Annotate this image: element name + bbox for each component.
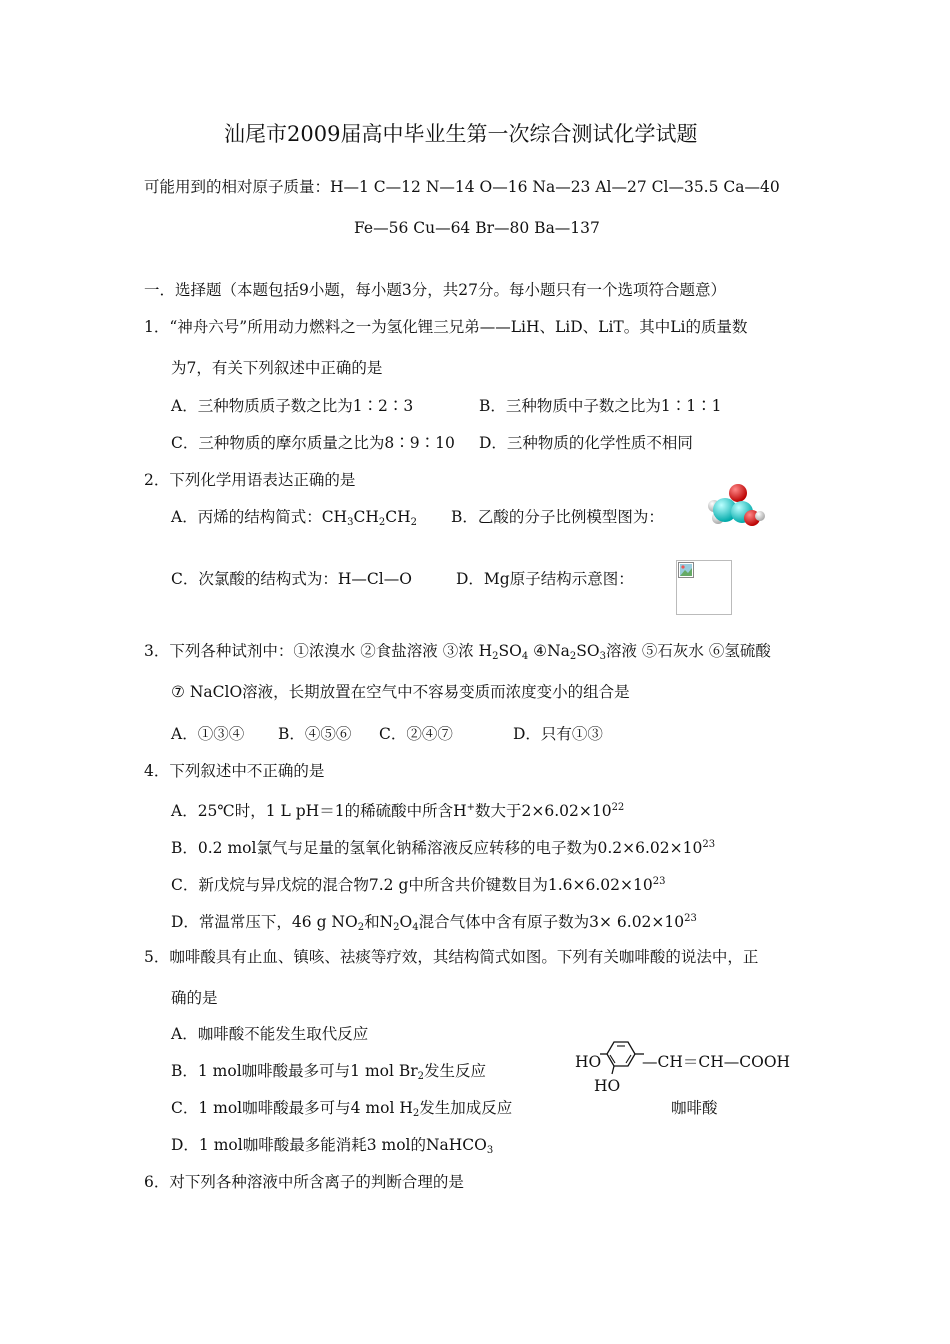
- q5-stem-line1: 5．咖啡酸具有止血、镇咳、祛痰等疗效，其结构简式如图。下列有关咖啡酸的说法中，正: [144, 948, 759, 966]
- q2-a-sub1: 3: [347, 517, 354, 528]
- section-heading: 一．选择题（本题包括9小题，每小题3分，共27分。每小题只有一个选项符合题意）: [144, 281, 726, 299]
- q4-d-sub3: 4: [412, 922, 419, 933]
- q3-stem-line1: [144, 641, 771, 667]
- q5-c-post: 发生加成反应: [419, 1099, 513, 1117]
- acetic-acid-model-image: [704, 482, 768, 532]
- q4-a-mid: 数大于2×6.02×10: [474, 802, 612, 820]
- q4-b-text: B．0.2 mol氯气与足量的氢氧化钠稀溶液反应转移的电子数为0.2×6.02×10: [171, 839, 703, 857]
- q5-option-c: [171, 1098, 512, 1124]
- q3-option-c: C．②④⑦: [379, 725, 453, 743]
- q3-text-1: 3．下列各种试剂中：①浓溴水 ②食盐溶液 ③浓 H: [144, 642, 493, 660]
- q5-c-sub: 2: [412, 1108, 420, 1119]
- q2-option-b: B．乙酸的分子比例模型图为：: [451, 508, 664, 526]
- q4-d-sup: 23: [684, 913, 697, 924]
- atomic-masses-line2: Fe—56 Cu—64 Br—80 Ba—137: [354, 219, 600, 237]
- q3-text-3: ④Na: [528, 642, 570, 660]
- caffeic-acid-label: 咖啡酸: [671, 1099, 718, 1117]
- mg-atom-diagram-placeholder: [676, 560, 732, 615]
- q2-a-mid1: CH: [353, 508, 379, 526]
- q2-option-c: C．次氯酸的结构式为：H—Cl—O: [171, 570, 412, 588]
- q5-b-post: 发生反应: [424, 1062, 487, 1080]
- q4-stem: 4．下列叙述中不正确的是: [144, 762, 325, 780]
- q4-option-b: [171, 835, 715, 858]
- q3-sub-3: 2: [569, 651, 577, 662]
- atomic-masses-line1: 可能用到的相对原子质量：H—1 C—12 N—14 O—16 Na—23 Al—27 Cl—35.5 Ca—40: [144, 178, 780, 196]
- q4-d-text-3: O: [399, 913, 413, 931]
- q2-a-mid2: CH: [385, 508, 411, 526]
- caffeic-acid-ho-bottom: HO: [594, 1077, 621, 1095]
- q4-d-text-4: 混合气体中含有原子数为3× 6.02×10: [418, 913, 685, 931]
- q5-c-text: C．1 mol咖啡酸最多可与4 mol H: [171, 1099, 413, 1117]
- q2-a-sub3: 2: [410, 517, 417, 528]
- q5-option-b: [171, 1061, 486, 1087]
- q4-option-c: [171, 872, 665, 895]
- q3-text-2: SO: [498, 642, 522, 660]
- q3-stem-line2: ⑦ NaClO溶液，长期放置在空气中不容易变质而浓度变小的组合是: [171, 683, 630, 701]
- q1-stem-line2: 为7，有关下列叙述中正确的是: [171, 359, 383, 377]
- q5-option-a: A．咖啡酸不能发生取代反应: [171, 1025, 369, 1043]
- q5-d-sub: 3: [486, 1145, 494, 1156]
- q3-sub-2: 4: [521, 651, 529, 662]
- q4-c-sup: 23: [652, 876, 666, 887]
- page-title: 汕尾市2009届高中毕业生第一次综合测试化学试题: [224, 122, 698, 146]
- q4-d-text-1: D．常温常压下，46 g NO: [171, 913, 358, 931]
- benzene-ring-diagram: [600, 1038, 646, 1080]
- q4-a-text: A．25℃时，1 L pH＝1的稀硫酸中所含H: [171, 802, 467, 820]
- q6-stem: 6．对下列各种溶液中所含离子的判断合理的是: [144, 1173, 464, 1191]
- q2-stem: 2．下列化学用语表达正确的是: [144, 471, 356, 489]
- q3-option-a: A．①③④: [171, 725, 245, 743]
- q4-option-d: [171, 909, 697, 938]
- q1-option-c: C．三种物质的摩尔质量之比为8∶9∶10: [171, 434, 455, 452]
- q4-a-sup1: +: [466, 802, 475, 813]
- q3-text-4: SO: [576, 642, 600, 660]
- q4-d-text-2: 和N: [364, 913, 394, 931]
- q1-option-a: A．三种物质质子数之比为1∶2∶3: [171, 397, 414, 415]
- caffeic-acid-ho-top: HO: [575, 1053, 602, 1071]
- q4-option-a: [171, 798, 624, 821]
- q2-option-d: D．Mg原子结构示意图：: [456, 570, 634, 588]
- q4-d-sub1: 2: [357, 922, 365, 933]
- q3-option-b: B．④⑤⑥: [278, 725, 352, 743]
- q1-stem-line1: 1．“神舟六号”所用动力燃料之一为氢化锂三兄弟——LiH、LiD、LiT。其中Li的质量数: [144, 318, 748, 336]
- q3-text-5: 溶液 ⑤石灰水 ⑥氢硫酸: [605, 642, 771, 660]
- q4-b-sup: 23: [702, 839, 716, 850]
- q4-c-text: C．新戊烷与异戊烷的混合物7.2 g中所含共价键数目为1.6×6.02×10: [171, 876, 653, 894]
- q3-sub-4: 3: [599, 651, 606, 662]
- q4-a-sup2: 22: [611, 802, 625, 813]
- q2-a-sub2: 2: [378, 517, 386, 528]
- q3-sub-1: 2: [492, 651, 499, 662]
- q2-a-text: A．丙烯的结构简式：CH: [171, 508, 348, 526]
- q4-d-sub2: 2: [393, 922, 400, 933]
- caffeic-acid-side-chain: —CH＝CH—COOH: [642, 1053, 791, 1071]
- q2-option-a: [171, 507, 417, 533]
- broken-image-icon: [678, 562, 694, 578]
- q1-option-d: D．三种物质的化学性质不相同: [479, 434, 693, 452]
- q1-option-b: B．三种物质中子数之比为1∶1∶1: [479, 397, 722, 415]
- q5-stem-line2: 确的是: [171, 989, 218, 1007]
- q5-b-text: B．1 mol咖啡酸最多可与1 mol Br: [171, 1062, 418, 1080]
- q5-option-d: [171, 1135, 493, 1161]
- q5-b-sub: 2: [417, 1071, 425, 1082]
- q3-option-d: D．只有①③: [513, 725, 603, 743]
- q5-d-text: D．1 mol咖啡酸最多能消耗3 mol的NaHCO: [171, 1136, 487, 1154]
